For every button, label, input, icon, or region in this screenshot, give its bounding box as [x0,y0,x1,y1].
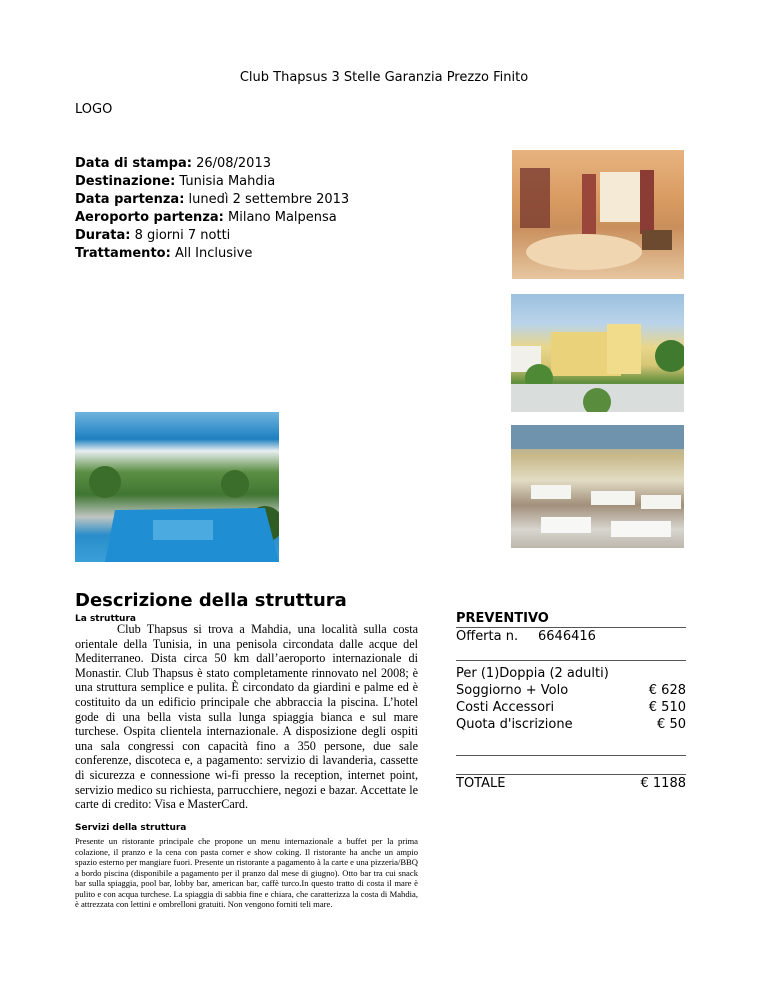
quote-item: Quota d'iscrizione € 50 [456,717,686,732]
logo-placeholder: LOGO [75,102,113,117]
room-row: Per (1)Doppia (2 adulti) [456,666,609,681]
hotel-building-photo [511,294,684,412]
info-departure-airport: Aeroporto partenza: Milano Malpensa [75,210,337,225]
page-title: Club Thapsus 3 Stelle Garanzia Prezzo Finito [239,70,529,85]
hotel-room-photo [512,150,684,279]
servizi-heading: Servizi della struttura [75,823,187,833]
trip-info [75,155,349,263]
servizi-text: Presente un ristorante principale che propone un menu internazionale a buffet per la prima colazione, il pranzo e la cena con pasta corner e show coking. Il ristorante ha anche un ampio spazio esterno per mangiare fuori. Presente un ristorante a pagamento à la carte e una pizzeria/BBQ a bordo piscina (disponibile a pagamento per il pranzo dal mese di giugno). Otto bar tra cui snack bar sulla spiaggia, pool bar, lobby bar, american bar, caffè turco.In questo tratto di costa il mare è pulito e con acqua turchese. La spiaggia di sabbia fine e chiara, che caratterizza la costa di Mahdia, è attrezzata con lettini e ombrelloni gratuiti. Non vengono forniti teli mare. [75,836,418,909]
info-destination: Destinazione: Tunisia Mahdia [75,174,276,189]
section-title: Descrizione della struttura [75,590,347,611]
pool-photo [75,412,279,562]
info-print-date: Data di stampa: 26/08/2013 [75,156,271,171]
quote-item: Soggiorno + Volo € 628 [456,683,686,698]
struttura-heading: La struttura [75,614,136,624]
offer-label: Offerta n. [456,629,519,644]
info-board: Trattamento: All Inclusive [75,246,253,261]
quote-title: PREVENTIVO [456,611,549,626]
info-duration: Durata: 8 giorni 7 notti [75,228,231,243]
restaurant-photo [511,425,684,548]
offer-row [456,628,686,645]
struttura-text: Club Thapsus si trova a Mahdia, una località sulla costa orientale della Tunisia, in una penisola circondata dalle acque del Mediterraneo. Dista circa 50 km dall’aeroporto internazionale di Monastir. Club Thapsus è stato completamente rinnovato nel 2008; è una struttura semplice e pulita. È circondato da giardini e palme ed è costituito da un edificio principale che abbraccia la piscina. L’hotel gode di una bella vista sulla lunga spiaggia bianca e sul mare turchese. Ospita clientela internazionale. A disposizione degli ospiti una sala congressi con capacità fino a 350 persone, due sale conferenze, discoteca e, a pagamento: servizio di lavanderia, cassette di sicurezza e connessione wi-fi presso la reception, internet point, servizio medico su richiesta, parrucchiere, negozi e bazar. Accettate le carte di credito: Visa e MasterCard. [75,622,418,812]
total-row: TOTALE € 1188 [456,776,686,791]
quote-item: Costi Accessori € 510 [456,700,686,715]
quote-box [456,610,686,792]
info-departure-date: Data partenza: lunedì 2 settembre 2013 [75,192,350,207]
offer-number: 6646416 [538,629,596,644]
